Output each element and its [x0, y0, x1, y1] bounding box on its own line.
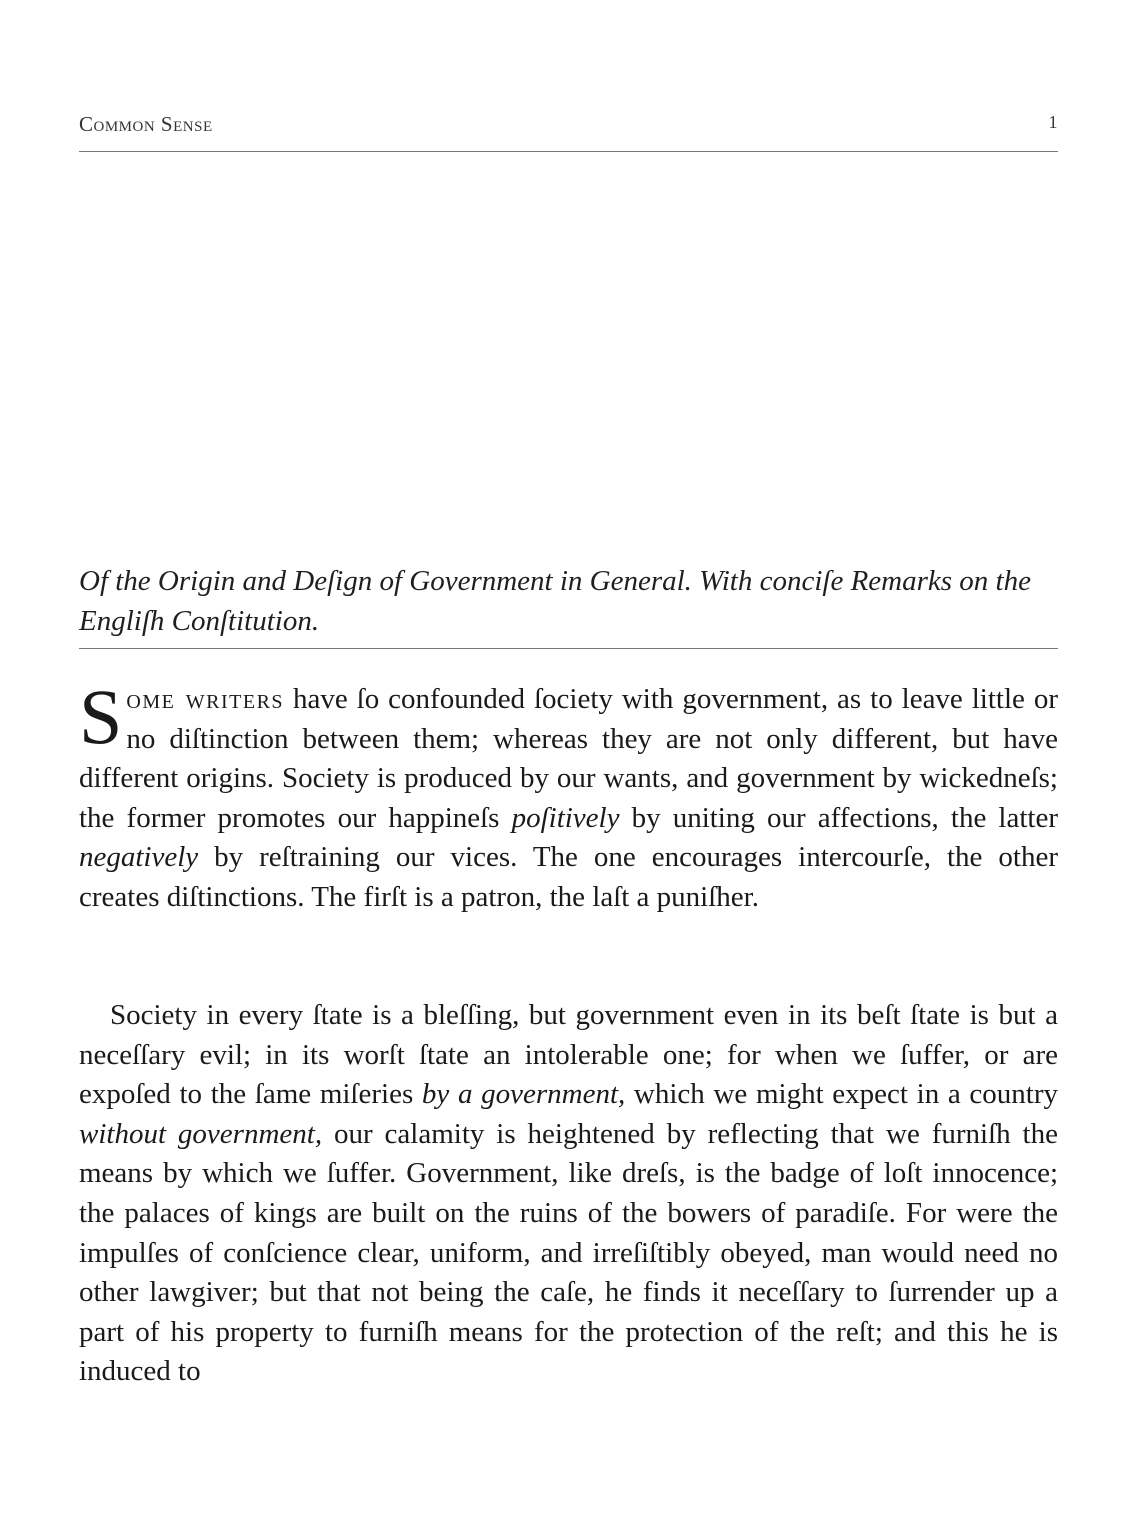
paragraph-1-text-b: by uniting our affections, the latter — [619, 801, 1058, 834]
drop-cap: S — [79, 673, 123, 760]
book-page — [79, 0, 1058, 1528]
running-head-title: Common Sense — [79, 112, 213, 136]
paragraph-1-emphasis-a: poſitively — [511, 801, 620, 834]
lead-in-small-caps: ome writers — [126, 683, 285, 715]
paragraph-1-emphasis-b: negatively — [79, 841, 199, 874]
paragraph-2-text-b: which we might expect in a country — [625, 1078, 1058, 1111]
paragraph-2-text-a: Society in every ſtate is a bleſſing, but government even in its beſt ſtate is but a neceſſary evil; in its worſt ſtate an intolerable one; for when we ſuffer, or are expoſed to the ſame miſeries — [79, 999, 1058, 1111]
page-number: 1 — [1048, 112, 1058, 132]
paragraph-2-emphasis-a: by a government, — [421, 1078, 626, 1111]
paragraph-2-emphasis-b: without government, — [79, 1117, 323, 1150]
paragraph-2-text-c: our calamity is heightened by reflecting that we furniſh the means by which we ſuffer. Government, like dreſs, is the badge of loſt innocence; the palaces of kings are built on the ruins of the bowers of paradiſe. For were the impulſes of conſcience clear, uniform, and irreſiſtibly obeyed, man would need no other lawgiver; but that not being the caſe, he finds it neceſſary to ſurrender up a part of his property to furniſh means for the protection of the reſt; and this he is induced to — [79, 1117, 1058, 1388]
paragraph-1 — [79, 673, 1058, 918]
running-head — [79, 112, 1058, 142]
chapter-rule — [79, 648, 1058, 649]
paragraph-1-text-a: have ſo confounded ſociety with government, as to leave little or no diſtinction between them; whereas they are not only different, but have different origins. Society is produced by our wants, and government by wickedneſs; the former promotes our happineſs — [79, 683, 1058, 834]
paragraph-2 — [79, 996, 1058, 1392]
paragraph-1-text-c: by reſtraining our vices. The one encourages intercourſe, the other creates diſtinctions. The firſt is a patron, the laſt a puniſher. — [79, 841, 1058, 913]
chapter-heading: Of the Origin and Deſign of Government in General. With conciſe Remarks on the Engliſh Conſtitution. — [79, 565, 1031, 637]
header-rule — [79, 151, 1058, 152]
